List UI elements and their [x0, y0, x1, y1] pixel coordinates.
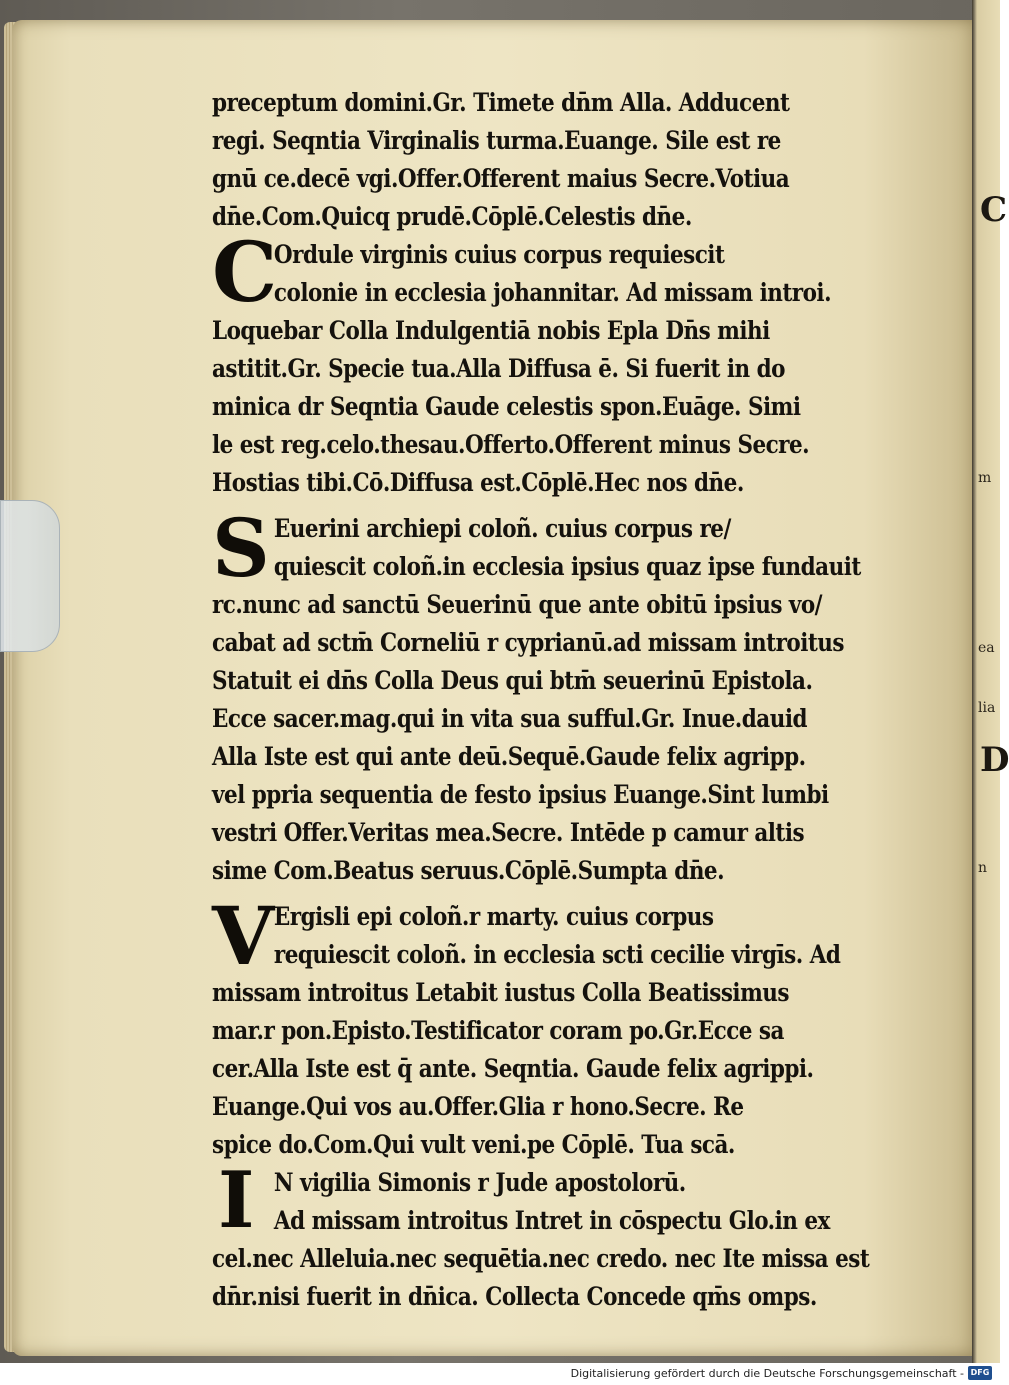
text-line: cel.nec Alleluia.nec sequētia.nec credo. nec Ite missa est [212, 1244, 870, 1273]
text-line: Hostias tibi.Cō.Diffusa est.Cōplē.Hec nos dn̄e. [212, 468, 744, 497]
footer-bar [0, 1363, 1000, 1385]
text-line: mar.r pon.Episto.Testificator coram po.Gr.Ecce sa [212, 1016, 784, 1045]
text-line: regi. Seqntia Virginalis turma.Euange. Sile est re [212, 126, 781, 155]
text-line: quiescit coloñ.in ecclesia ipsius quaz ipse fundauit [273, 552, 861, 581]
page-text [212, 84, 964, 1316]
next-page-edge [972, 0, 1009, 1363]
text-line: Euange.Qui vos au.Offer.Glia r hono.Secre. Re [212, 1092, 744, 1121]
text-section [212, 501, 964, 890]
drop-initial: I [218, 1155, 255, 1246]
text-line: Statuit ei dn̄s Colla Deus qui btm̄ seuerinū Epistola. [212, 666, 813, 695]
text-line: Ad missam introitus Intret in cōspectu Glo.in ex [273, 1206, 830, 1235]
next-page-fragment: n [978, 860, 988, 876]
next-page-fragment: ea [978, 640, 995, 656]
dfg-logo: DFG [968, 1366, 992, 1380]
text-line: cer.Alla Iste est q̄ ante. Seqntia. Gaude felix agrippi. [212, 1054, 814, 1083]
text-line: sime Com.Beatus seruus.Cōplē.Sumpta dn̄e. [212, 856, 725, 885]
text-line: le est reg.celo.thesau.Offerto.Offerent minus Secre. [212, 430, 810, 459]
text-line: cabat ad sctm̄ Corneliū r cyprianū.ad missam introitus [212, 628, 844, 657]
text-line: missam introitus Letabit iustus Colla Beatissimus [212, 978, 790, 1007]
text-line: spice do.Com.Qui vult veni.pe Cōplē. Tua scā. [212, 1130, 735, 1159]
text-line: Ecce sacer.mag.qui in vita sua sufful.Gr. Inue.dauid [212, 704, 807, 733]
drop-initial: C [212, 225, 278, 321]
text-section [212, 1155, 964, 1316]
text-line: Euerini archiepi coloñ. cuius corpus re/ [273, 514, 731, 543]
drop-initial: V [212, 889, 275, 983]
text-line: rc.nunc ad sanctū Seuerinū que ante obitū ipsius vo/ [212, 590, 823, 619]
text-line: preceptum domini.Gr. Timete dn̄m Alla. Adducent [212, 88, 790, 117]
text-line: dn̄e.Com.Quicq prudē.Cōplē.Celestis dn̄e. [212, 202, 692, 231]
text-line: vel ppria sequentia de festo ipsius Euange.Sint lumbi [212, 780, 829, 809]
footer-credit: Digitalisierung gefördert durch die Deutsche Forschungsgemeinschaft - [570, 1367, 964, 1380]
text-line: gnū ce.decē vgi.Offer.Offerent maius Secre.Votiua [212, 164, 790, 193]
text-line: vestri Offer.Veritas mea.Secre. Intēde p camur altis [212, 818, 805, 847]
text-line: requiescit coloñ. in ecclesia scti cecilie virgīs. Ad [273, 940, 841, 969]
next-page-fragment: C [980, 190, 1008, 230]
text-line: Ergisli epi coloñ.r marty. cuius corpus [273, 902, 714, 931]
text-section [212, 225, 964, 502]
next-page-fragment: D [980, 740, 1009, 780]
text-line: N vigilia Simonis r Jude apostolorū. [273, 1168, 686, 1197]
text-line: astitit.Gr. Specie tua.Alla Diffusa ē. Si fuerit in do [212, 354, 785, 383]
text-line: dn̄r.nisi fuerit in dn̄ica. Collecta Concede qm̄s omps. [212, 1282, 817, 1311]
text-line: Ordule virginis cuius corpus requiescit [273, 240, 725, 269]
drop-initial: S [212, 501, 270, 595]
text-line: minica dr Seqntia Gaude celestis spon.Euāge. Simi [212, 392, 801, 421]
text-line: colonie in ecclesia johannitar. Ad missam introi. [273, 278, 832, 307]
text-section [212, 84, 964, 236]
text-section [212, 889, 964, 1164]
text-line: Alla Iste est qui ante deū.Sequē.Gaude felix agripp. [212, 742, 806, 771]
next-page-fragment: m [978, 470, 992, 486]
next-page-fragment: lia [978, 700, 996, 716]
page-clip [0, 500, 60, 652]
text-line: Loquebar Colla Indulgentiā nobis Epla Dn̄s mihi [212, 316, 770, 345]
